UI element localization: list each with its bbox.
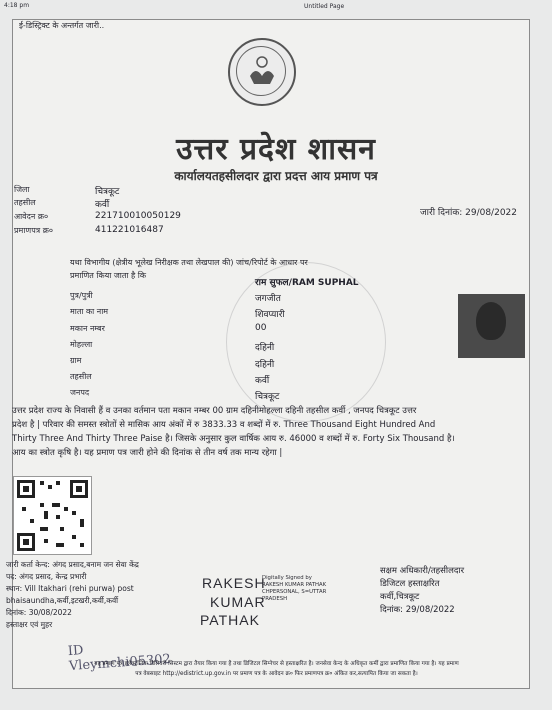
label-village: ग्राम: [70, 356, 82, 365]
signed-by-1: Digitally Signed by: [262, 575, 312, 581]
issuer-note: ई-डिस्ट्रिक्ट के अन्तर्गत जारी..: [19, 21, 105, 30]
value-tehsil: कर्वी: [255, 376, 270, 386]
meta-value-district: चित्रकूट: [95, 187, 120, 197]
label-district: जनपद: [70, 388, 90, 397]
footer-line-1: यह प्रमाण पत्र इलेक्ट्रॉनिक डिलिवरी सिस्टम द्वारा तैयार किया गया है तथा डिजिटल सिग्नेचर से हस्ताक्षरित है। जनसेवा केन्द के अधिकृत कर्मी द्वारा प्रमाणित किया गया है। यह प्रमाण: [94, 661, 459, 667]
value-locality: दहिनी: [255, 343, 275, 353]
holder-photo: [458, 294, 525, 358]
authority-digital: डिजिटल हस्ताक्षरित: [380, 579, 440, 589]
label-tehsil: तहसील: [70, 372, 92, 381]
label-house-no: मकान नम्बर: [70, 324, 105, 333]
issue-date: जारी दिनांक: 29/08/2022: [420, 208, 517, 218]
value-village: दहिनी: [255, 360, 275, 370]
meta-value-application-no: 221710010050129: [95, 211, 181, 221]
intro-line-2: प्रमाणित किया जाता है कि: [70, 271, 147, 280]
signer-name-1: RAKESH: [202, 575, 266, 591]
print-page-title: Untitled Page: [304, 3, 345, 10]
issuing-center: जारी कर्ता केन्द: अंगद प्रसाद,बनाम जन सेवा केंद्र: [6, 560, 139, 569]
meta-value-certificate-no: 411221016487: [95, 225, 164, 235]
meta-label-tehsil: तहसील: [14, 198, 36, 207]
signer-name-2: KUMAR: [210, 594, 266, 610]
authority-date: दिनांक: 29/08/2022: [380, 605, 455, 615]
footer-line-2: पत्र वेबसाइट http://edistrict.up.gov.in पर प्रमाण पत्र के आवेदन क्र० फिर प्रमाणपत्र क्र० अंकित कर,सत्यापित किया जा सकता है।: [135, 671, 418, 677]
value-parent: जगजीत: [255, 294, 281, 304]
signed-by-3: CHPERSONAL, S=UTTAR: [262, 589, 327, 595]
value-district: चित्रकूट: [255, 392, 280, 402]
center-place: स्थान: Vill Itakhari (rehi purwa) post: [6, 584, 134, 593]
handwritten-id: ID Vleymchi05302: [67, 643, 172, 675]
paragraph-line-3: Thirty Three And Thirty Three Paise है। जिसके अनुसार कुल वार्षिक आय रु. 46000 व शब्दों में रु. Forty Six Thousand है।: [12, 434, 455, 444]
center-post: पद: अंगद प्रसाद, केन्द्र प्रभारी: [6, 572, 87, 581]
up-govt-emblem-icon: [228, 38, 296, 106]
page-subtitle: कार्यालयतहसीलदार द्वारा प्रदत्त आय प्रमाण पत्र: [174, 169, 378, 183]
value-mother: शिवप्यारी: [255, 310, 285, 320]
qr-code: [13, 476, 92, 555]
meta-label-district: जिला: [14, 185, 30, 194]
intro-line-1: यथा विभागीय (क्षेत्रीय भूलेख निरीक्षक तथा लेखपाल की) जांच/रिपोर्ट के आधार पर: [70, 258, 308, 267]
signed-by-4: PRADESH: [262, 596, 288, 602]
page-title: उत्तर प्रदेश शासन: [176, 132, 376, 167]
print-time: 4:18 pm: [4, 2, 30, 9]
meta-label-certificate-no: प्रमाणपत्र क्र०: [14, 226, 53, 235]
authority-place: कर्वी,चित्रकूट: [380, 592, 420, 602]
paragraph-line-2: प्रदेश है | परिवार की समस्त स्त्रोतों से मासिक आय अंकों में रु 3833.33 व शब्दों में रु. Three Thousand Eight Hundred And: [12, 420, 436, 430]
label-mother: माता का नाम: [70, 307, 109, 316]
signer-name-3: PATHAK: [200, 612, 260, 628]
signed-by-2: RAKESH KUMAR PATHAK: [262, 582, 327, 588]
center-date: दिनांक: 30/08/2022: [6, 608, 72, 617]
paragraph-line-1: उत्तर प्रदेश राज्य के निवासी हैं व उनका वर्तमान पता मकान नम्बर 00 ग्राम दहिनीमोहल्ला दहिनी तहसील कर्वी , जनपद चित्रकूट उत्तर: [12, 406, 417, 416]
center-place-2: bhaisaundha,कर्वी,इटखरी,कर्वी,कर्वी: [6, 596, 119, 605]
center-signature-label: हस्ताक्षर एवं मुहर: [6, 620, 53, 629]
holder-name: राम सुफल/RAM SUPHAL: [255, 278, 359, 288]
paragraph-line-4: आय का स्त्रोत कृषि है। यह प्रमाण पत्र जारी होने की दिनांक से तीन वर्ष तक मान्य रहेगा |: [12, 448, 283, 458]
label-parent: पुत्र/पुत्री: [70, 291, 93, 300]
label-locality: मोहल्ला: [70, 340, 93, 349]
authority-title: सक्षम अधिकारी/तहसीलदार: [380, 566, 465, 576]
meta-label-application-no: आवेदन क्र०: [14, 212, 49, 221]
meta-value-tehsil: कर्वी: [95, 200, 110, 210]
value-house-no: 00: [255, 323, 267, 333]
